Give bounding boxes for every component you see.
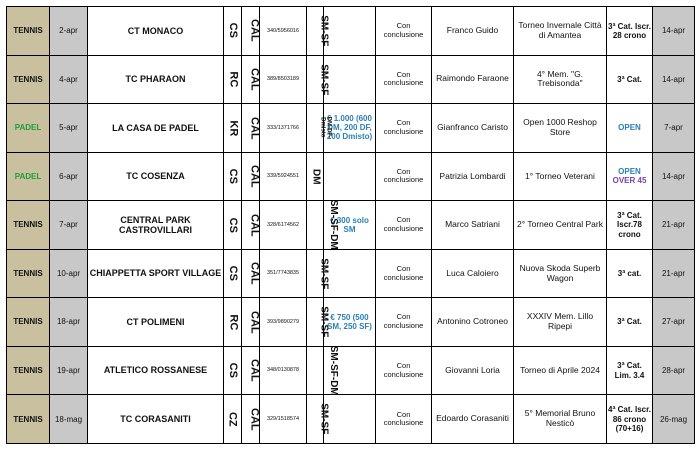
region-cell: CAL [242, 249, 260, 298]
end-date-cell: 21-apr [653, 249, 695, 298]
tournament-name-cell: 2° Torneo Central Park [514, 201, 607, 250]
start-date-cell: 19-apr [50, 346, 88, 395]
end-date-cell: 21-apr [653, 201, 695, 250]
end-date-cell: 26-mag [653, 395, 695, 444]
tournament-name-cell: 4° Mem. "G. Trebisonda" [514, 55, 607, 104]
table-row [7, 152, 695, 201]
sport-cell: TENNIS [7, 346, 50, 395]
province-cell: CS [224, 249, 242, 298]
mode-cell: Con conclusione [376, 152, 432, 201]
referee-cell: Luca Caloiero [432, 249, 514, 298]
club-name-cell: TC PHARAON [88, 55, 224, 104]
phone-cell: 393/9890279 [260, 298, 307, 347]
end-date-cell: 14-apr [653, 55, 695, 104]
referee-cell: Gianfranco Caristo [432, 104, 514, 153]
tournament-name-cell: 1° Torneo Veterani [514, 152, 607, 201]
table-row [7, 346, 695, 395]
specialty-cell: SM-SF [307, 7, 324, 56]
region-cell: CAL [242, 298, 260, 347]
club-name-cell: CT MONACO [88, 7, 224, 56]
table-row [7, 249, 695, 298]
sport-cell: TENNIS [7, 7, 50, 56]
club-name-cell: ATLETICO ROSSANESE [88, 346, 224, 395]
end-date-cell: 14-apr [653, 152, 695, 201]
specialty-cell: DM [307, 152, 324, 201]
referee-cell: Edoardo Corasaniti [432, 395, 514, 444]
specialty-cell: SM-SF [307, 55, 324, 104]
specialty-cell: SM-SF-DM [307, 346, 324, 395]
region-cell: CAL [242, 152, 260, 201]
table-row [7, 395, 695, 444]
region-cell: CAL [242, 201, 260, 250]
mode-cell: Con conclusione [376, 55, 432, 104]
club-name-cell: TC COSENZA [88, 152, 224, 201]
prize-cell: € 750 (500 SM, 250 SF) [324, 298, 376, 347]
referee-cell: Marco Satriani [432, 201, 514, 250]
region-cell: CAL [242, 104, 260, 153]
category-cell: OPEN [607, 104, 653, 153]
specialty-cell: SM-SF-DM [307, 201, 324, 250]
tournament-name-cell: Open 1000 Reshop Store [514, 104, 607, 153]
phone-cell: 351/7743835 [260, 249, 307, 298]
mode-cell: Con conclusione [376, 7, 432, 56]
category-cell: 4ª Cat. Iscr. 86 crono (70+16) [607, 395, 653, 444]
phone-cell: 339/5924551 [260, 152, 307, 201]
referee-cell: Antonino Cotroneo [432, 298, 514, 347]
end-date-cell: 7-apr [653, 104, 695, 153]
tournament-schedule-table [6, 6, 695, 444]
end-date-cell: 27-apr [653, 298, 695, 347]
prize-cell [324, 55, 376, 104]
club-name-cell: CT POLIMENI [88, 298, 224, 347]
category-cell: 3ª Cat. Iscr.78 crono [607, 201, 653, 250]
category-cell: 3ª cat. [607, 249, 653, 298]
table-body [7, 7, 695, 444]
mode-cell: Con conclusione [376, 249, 432, 298]
prize-cell: € 1.000 (600 DM, 200 DF, 200 Dmisto) [324, 104, 376, 153]
mode-cell: Con conclusione [376, 346, 432, 395]
category-cell: 3ª Cat. [607, 298, 653, 347]
start-date-cell: 2-apr [50, 7, 88, 56]
mode-cell: Con conclusione [376, 104, 432, 153]
start-date-cell: 4-apr [50, 55, 88, 104]
tournament-name-cell: XXXIV Mem. Lillo Ripepi [514, 298, 607, 347]
phone-cell: 329/1518574 [260, 395, 307, 444]
table-row [7, 201, 695, 250]
category-extra-label: OVER 45 [612, 176, 647, 186]
mode-cell: Con conclusione [376, 298, 432, 347]
phone-cell: 348/0130878 [260, 346, 307, 395]
region-cell: CAL [242, 395, 260, 444]
prize-cell [324, 152, 376, 201]
start-date-cell: 6-apr [50, 152, 88, 201]
region-cell: CAL [242, 55, 260, 104]
sport-cell: TENNIS [7, 395, 50, 444]
referee-cell: Giovanni Loria [432, 346, 514, 395]
category-cell: OPEN OVER 45 [607, 152, 653, 201]
sport-cell: PADEL [7, 152, 50, 201]
phone-cell: 389/8503189 [260, 55, 307, 104]
mode-cell: Con conclusione [376, 395, 432, 444]
category-cell: 3ª Cat. Iscr. 28 crono [607, 7, 653, 56]
region-cell: CAL [242, 7, 260, 56]
tournament-name-cell: Nuova Skoda Superb Wagon [514, 249, 607, 298]
specialty-cell: SM-SF [307, 298, 324, 347]
club-name-cell: CHIAPPETTA SPORT VILLAGE [88, 249, 224, 298]
region-cell: CAL [242, 346, 260, 395]
specialty-cell: SM-SF [307, 249, 324, 298]
specialty-cell: SM-SF [307, 395, 324, 444]
category-cell: 3ª Cat. Lim. 3.4 [607, 346, 653, 395]
province-cell: CS [224, 152, 242, 201]
prize-cell [324, 395, 376, 444]
province-cell: CZ [224, 395, 242, 444]
club-name-cell: TC CORASANITI [88, 395, 224, 444]
end-date-cell: 28-apr [653, 346, 695, 395]
table-row [7, 7, 695, 56]
province-cell: CS [224, 346, 242, 395]
prize-cell: € 300 solo SM [324, 201, 376, 250]
sport-cell: TENNIS [7, 55, 50, 104]
sport-cell: TENNIS [7, 249, 50, 298]
tournament-name-cell: Torneo di Aprile 2024 [514, 346, 607, 395]
table-row [7, 104, 695, 153]
table-row [7, 298, 695, 347]
prize-cell [324, 249, 376, 298]
start-date-cell: 5-apr [50, 104, 88, 153]
start-date-cell: 10-apr [50, 249, 88, 298]
tournament-name-cell: 5° Memorial Bruno Nesticò [514, 395, 607, 444]
table-row [7, 55, 695, 104]
sport-cell: PADEL [7, 104, 50, 153]
province-cell: RC [224, 298, 242, 347]
category-cell: 3ª Cat. [607, 55, 653, 104]
sport-cell: TENNIS [7, 298, 50, 347]
province-cell: CS [224, 7, 242, 56]
referee-cell: Franco Guido [432, 7, 514, 56]
referee-cell: Patrizia Lombardi [432, 152, 514, 201]
prize-cell [324, 7, 376, 56]
end-date-cell: 14-apr [653, 7, 695, 56]
tournament-name-cell: Torneo Invernale Città di Amantea [514, 7, 607, 56]
start-date-cell: 18-mag [50, 395, 88, 444]
phone-cell: 340/5956016 [260, 7, 307, 56]
phone-cell: 328/6174562 [260, 201, 307, 250]
province-cell: RC [224, 55, 242, 104]
club-name-cell: CENTRAL PARK CASTROVILLARI [88, 201, 224, 250]
phone-cell: 333/1371766 [260, 104, 307, 153]
club-name-cell: LA CASA DE PADEL [88, 104, 224, 153]
mode-cell: Con conclusione [376, 201, 432, 250]
referee-cell: Raimondo Faraone [432, 55, 514, 104]
province-cell: KR [224, 104, 242, 153]
start-date-cell: 7-apr [50, 201, 88, 250]
start-date-cell: 18-apr [50, 298, 88, 347]
sport-cell: TENNIS [7, 201, 50, 250]
specialty-cell: DM-DF-Dmisto [307, 104, 324, 153]
province-cell: CS [224, 201, 242, 250]
